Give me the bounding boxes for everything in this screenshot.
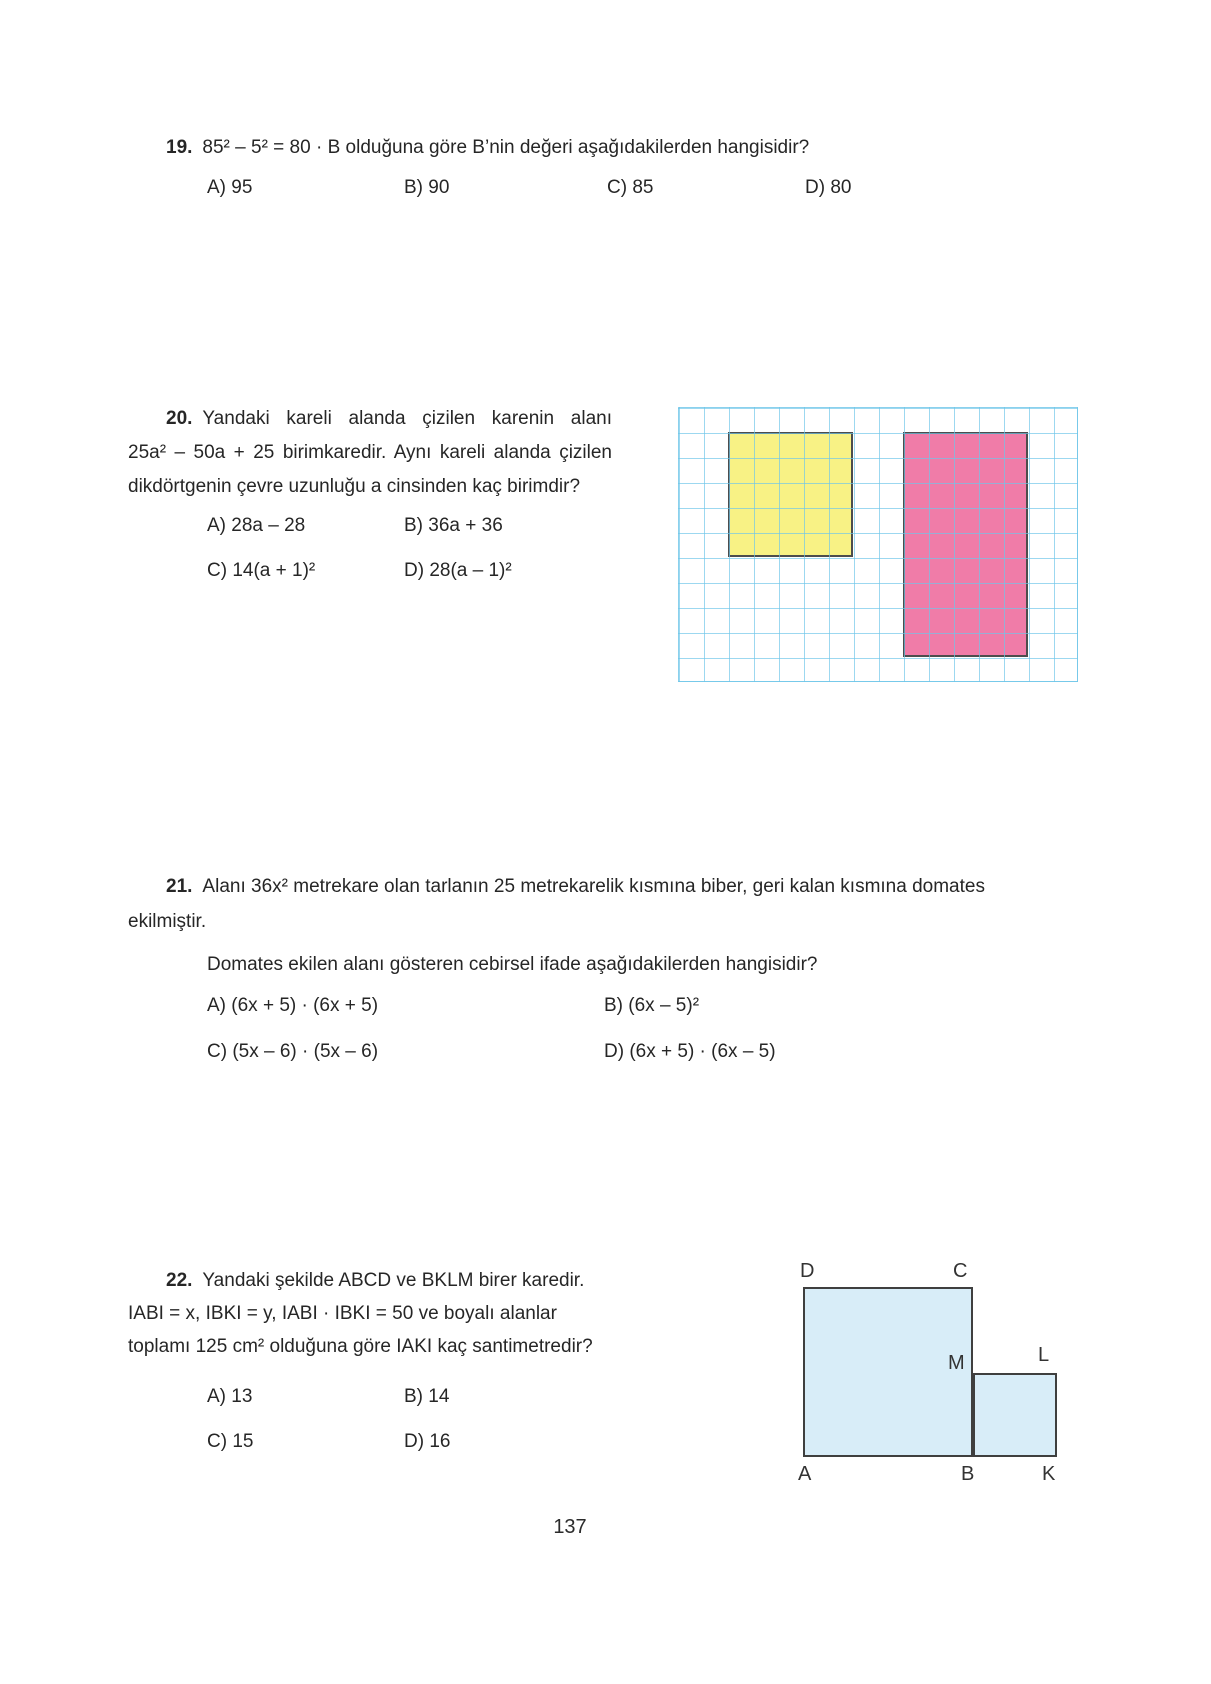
question-21	[128, 869, 1018, 939]
question-19-text-line	[166, 131, 1126, 164]
label-a: A	[798, 1463, 812, 1485]
question-21-text-line	[128, 869, 1018, 904]
q19-option-d: D) 80	[805, 177, 852, 198]
question-text: 85² – 5² = 80 · B olduğuna göre B’nin değeri aşağıdakilerden hangisidir?	[202, 137, 810, 158]
question-number: 21.	[166, 876, 193, 897]
question-20-text-line: dikdörtgenin çevre uzunluğu a cinsinden kaç birimdir?	[128, 476, 581, 497]
question-21-text-line: ekilmiştir.	[128, 911, 207, 932]
square-bklm	[973, 1373, 1057, 1457]
question-20-text-line: 25a² – 50a + 25 birimkaredir. Aynı kareli alanda çizilen	[128, 442, 612, 463]
q22-option-b: B) 14	[404, 1386, 450, 1407]
question-22-text-line	[128, 1264, 628, 1297]
question-19	[166, 131, 1126, 164]
label-m: M	[948, 1352, 965, 1374]
q22-option-a: A) 13	[207, 1386, 253, 1407]
question-number: 22.	[166, 1270, 193, 1291]
question-number: 20.	[166, 408, 193, 429]
squares-figure	[790, 1255, 1080, 1495]
q20-option-b: B) 36a + 36	[404, 515, 503, 536]
grid-figure	[678, 407, 1078, 682]
q21-option-d: D) (6x + 5) · (6x – 5)	[604, 1041, 776, 1062]
label-k: K	[1042, 1463, 1056, 1485]
q21-option-c: C) (5x – 6) · (5x – 6)	[207, 1041, 379, 1062]
label-d: D	[800, 1260, 815, 1282]
q19-option-a: A) 95	[207, 177, 253, 198]
q21-option-a: A) (6x + 5) · (6x + 5)	[207, 995, 379, 1016]
question-21-prompt: Domates ekilen alanı gösteren cebirsel ifade aşağıdakilerden hangisidir?	[207, 954, 818, 975]
label-l: L	[1038, 1344, 1050, 1366]
question-22-text-line: IABI = x, IBKI = y, IABI · IBKI = 50 ve boyalı alanlar	[128, 1303, 557, 1324]
q19-option-b: B) 90	[404, 177, 450, 198]
q20-option-a: A) 28a – 28	[207, 515, 306, 536]
yellow-square	[728, 432, 853, 557]
question-text: Alanı 36x² metrekare olan tarlanın 25 metrekarelik kısmına biber, geri kalan kısmına domates	[202, 876, 985, 897]
q22-option-d: D) 16	[404, 1431, 451, 1452]
label-b: B	[961, 1463, 975, 1485]
pink-rectangle	[903, 432, 1028, 657]
question-20	[128, 402, 612, 504]
q20-option-c: C) 14(a + 1)²	[207, 560, 316, 581]
q19-option-c: C) 85	[607, 177, 654, 198]
question-text: Yandaki kareli alanda çizilen karenin alanı	[202, 408, 612, 429]
question-22	[128, 1264, 628, 1363]
label-c: C	[953, 1260, 968, 1282]
question-22-text-line: toplamı 125 cm² olduğuna göre IAKI kaç santimetredir?	[128, 1336, 593, 1357]
q22-option-c: C) 15	[207, 1431, 254, 1452]
question-20-text-line	[128, 402, 612, 436]
q21-option-b: B) (6x – 5)²	[604, 995, 700, 1016]
page-number: 137	[553, 1516, 587, 1538]
question-number: 19.	[166, 137, 193, 158]
q20-option-d: D) 28(a – 1)²	[404, 560, 512, 581]
question-text: Yandaki şekilde ABCD ve BKLM birer karedir.	[202, 1270, 585, 1291]
